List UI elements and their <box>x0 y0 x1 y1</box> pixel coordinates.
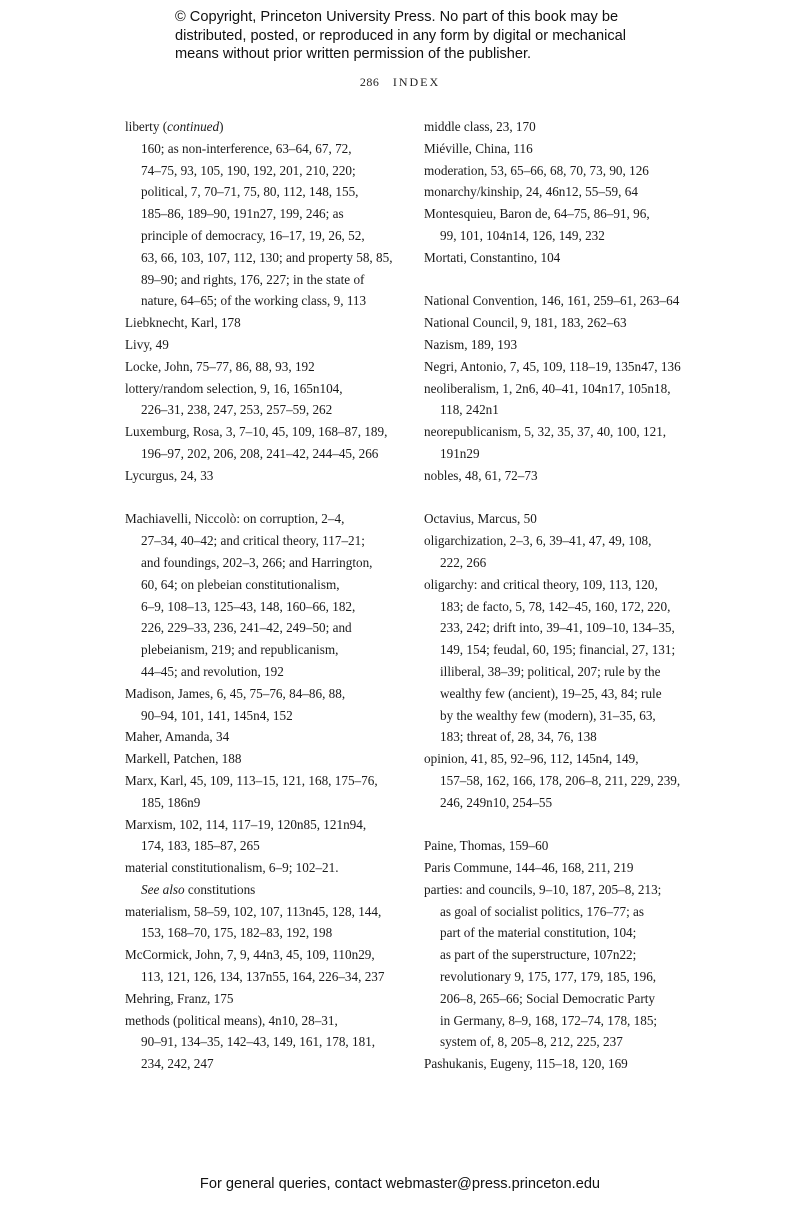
index-entry-continuation: in Germany, 8–9, 168, 172–74, 178, 185; <box>440 1012 658 1028</box>
index-entry-continuation: 99, 101, 104n14, 126, 149, 232 <box>440 227 605 243</box>
index-entry-heading: National Council, 9, 181, 183, 262–63 <box>424 315 627 331</box>
index-entry-continuation: as part of the superstructure, 107n22; <box>440 947 637 963</box>
index-entry <box>424 508 696 530</box>
index-entry-heading: lottery/random selection, 9, 16, 165n104, <box>125 380 343 396</box>
index-entry-heading: opinion, 41, 85, 92–96, 112, 145n4, 149, <box>424 751 639 767</box>
letter-group-gap <box>424 814 696 836</box>
index-entry <box>125 857 395 901</box>
index-entry-heading: Mortati, Constantino, 104 <box>424 249 561 265</box>
index-column-left <box>125 116 395 1075</box>
index-entry-continuation: 153, 168–70, 175, 182–83, 192, 198 <box>141 925 333 941</box>
index-entry-continuation: 63, 66, 103, 107, 112, 130; and property 58, 85, <box>141 249 393 265</box>
copyright-notice <box>175 8 645 64</box>
index-entry-continuation: political, 7, 70–71, 75, 80, 112, 148, 155, <box>141 184 359 200</box>
index-entry-heading: Paris Commune, 144–46, 168, 211, 219 <box>424 860 634 876</box>
index-entry-heading: middle class, 23, 170 <box>424 119 536 134</box>
letter-group-gap <box>424 269 696 291</box>
index-entry-heading: parties: and councils, 9–10, 187, 205–8, 213; <box>424 881 662 897</box>
index-entry-continuation: 222, 266 <box>440 554 487 570</box>
index-entry-heading: Marx, Karl, 45, 109, 113–15, 121, 168, 175–76, <box>125 772 378 788</box>
index-entry-heading: Miéville, China, 116 <box>424 140 533 156</box>
index-entry-heading: oligarchy: and critical theory, 109, 113, 120, <box>424 576 658 592</box>
index-entry <box>125 726 395 748</box>
index-entry-heading: Montesquieu, Baron de, 64–75, 86–91, 96, <box>424 206 650 222</box>
index-entry-continuation: revolutionary 9, 175, 177, 179, 185, 196, <box>440 969 657 985</box>
index-entry <box>424 1053 696 1075</box>
index-entry-heading: Maher, Amanda, 34 <box>125 729 230 745</box>
index-entry-continuation: plebeianism, 219; and republicanism, <box>141 642 339 658</box>
footer-contact: For general queries, contact webmaster@press.princeton.edu <box>199 1176 601 1192</box>
index-entry-heading: Locke, John, 75–77, 86, 88, 93, 192 <box>125 358 315 374</box>
index-entry-continuation: and foundings, 202–3, 266; and Harrington, <box>141 554 373 570</box>
index-entry-continuation: 90–94, 101, 141, 145n4, 152 <box>141 707 293 723</box>
index-entry <box>125 814 395 858</box>
index-entry-continuation: by the wealthy few (modern), 31–35, 63, <box>440 707 656 723</box>
section-label: INDEX <box>392 75 441 89</box>
index-entry <box>125 421 395 465</box>
index-entry-continuation: principle of democracy, 16–17, 19, 26, 52, <box>141 227 365 243</box>
index-entry-heading: neoliberalism, 1, 2n6, 40–41, 104n17, 105n18, <box>424 380 671 396</box>
index-entry-continuation: 89–90; and rights, 176, 227; in the state of <box>141 271 365 287</box>
index-entry-continuation: 196–97, 202, 206, 208, 241–42, 244–45, 266 <box>141 445 379 461</box>
index-entry-continuation: 27–34, 40–42; and critical theory, 117–21; <box>141 533 365 549</box>
copyright-line: distributed, posted, or reproduced in any form by digital or mechanical <box>175 27 627 44</box>
index-entry-continuation: 44–45; and revolution, 192 <box>141 663 284 679</box>
index-entry <box>125 901 395 945</box>
index-entry-heading: Pashukanis, Eugeny, 115–18, 120, 169 <box>424 1056 628 1072</box>
index-entry-continuation: 246, 249n10, 254–55 <box>440 794 553 810</box>
index-entry <box>125 312 395 334</box>
index-entry-continuation: illiberal, 38–39; political, 207; rule by the <box>440 663 661 679</box>
index-entry-continuation: 118, 242n1 <box>440 402 499 418</box>
index-entry-continuation: 6–9, 108–13, 125–43, 148, 160–66, 182, <box>141 598 356 614</box>
index-entry-continuation: 157–58, 162, 166, 178, 206–8, 211, 229, 239, <box>440 772 681 788</box>
index-entry-continuation: 191n29 <box>440 445 480 461</box>
index-entry-heading: Luxemburg, Rosa, 3, 7–10, 45, 109, 168–87, 189, <box>125 424 388 440</box>
index-entry-heading: Liebknecht, Karl, 178 <box>125 315 241 331</box>
index-entry <box>125 116 395 312</box>
index-entry <box>125 770 395 814</box>
page-number: 286 <box>359 75 380 89</box>
index-entry <box>424 378 696 422</box>
index-entry-continuation: 185, 186n9 <box>141 794 201 810</box>
index-entry <box>424 247 696 269</box>
index-entry <box>424 748 696 813</box>
index-entry-continuation: 183; de facto, 5, 78, 142–45, 160, 172, 220, <box>440 598 671 614</box>
letter-group-gap <box>424 487 696 509</box>
index-entry-continuation: 206–8, 265–66; Social Democratic Party <box>440 990 655 1006</box>
index-entry <box>424 356 696 378</box>
index-entry-heading: Lycurgus, 24, 33 <box>125 467 214 483</box>
index-entry-heading: materialism, 58–59, 102, 107, 113n45, 128, 144, <box>125 903 382 919</box>
index-entry-continuation: 160; as non-interference, 63–64, 67, 72, <box>141 140 352 156</box>
index-entry-heading: Octavius, Marcus, 50 <box>424 511 537 527</box>
index-entry <box>424 334 696 356</box>
index-entry-continuation: 185–86, 189–90, 191n27, 199, 246; as <box>141 206 344 222</box>
index-entry-continuation: 233, 242; drift into, 39–41, 109–10, 134–35, <box>440 620 675 636</box>
index-entry-continuation: part of the material constitution, 104; <box>440 925 637 941</box>
index-entry <box>424 116 696 138</box>
index-entry-heading: McCormick, John, 7, 9, 44n3, 45, 109, 110n29, <box>125 947 375 963</box>
index-entry <box>424 857 696 879</box>
index-entry-continuation: See also constitutions <box>141 881 256 897</box>
index-entry-continuation: system of, 8, 205–8, 212, 225, 237 <box>440 1034 623 1050</box>
index-entry-continuation: 90–91, 134–35, 142–43, 149, 161, 178, 181, <box>141 1034 376 1050</box>
index-entry-continuation: 60, 64; on plebeian constitutionalism, <box>141 576 340 592</box>
index-entry-heading: Mehring, Franz, 175 <box>125 990 234 1006</box>
index-entry <box>125 1010 395 1075</box>
index-entry-continuation: wealthy few (ancient), 19–25, 43, 84; rule <box>440 685 662 701</box>
index-entry-continuation: nature, 64–65; of the working class, 9, 113 <box>141 293 367 309</box>
index-entry <box>125 944 395 988</box>
index-entry-heading: Marxism, 102, 114, 117–19, 120n85, 121n94, <box>125 816 367 832</box>
index-entry <box>424 181 696 203</box>
index-entry <box>125 378 395 422</box>
index-entry-heading: Nazism, 189, 193 <box>424 336 518 352</box>
index-column-right <box>424 116 696 1075</box>
index-entry-heading: Machiavelli, Niccolò: on corruption, 2–4, <box>125 511 345 527</box>
index-entry <box>125 334 395 356</box>
index-entry <box>125 748 395 770</box>
index-entry-continuation: 183; threat of, 28, 34, 76, 138 <box>440 729 597 745</box>
index-entry <box>125 683 395 727</box>
index-entry-heading: oligarchization, 2–3, 6, 39–41, 47, 49, 108, <box>424 533 652 549</box>
index-entry <box>125 465 395 487</box>
copyright-line: means without prior written permission of the publisher. <box>175 46 532 62</box>
index-entry-heading: Markell, Patchen, 188 <box>125 751 242 767</box>
index-entry-continuation: 74–75, 93, 105, 190, 192, 201, 210, 220; <box>141 162 356 178</box>
index-entry <box>125 356 395 378</box>
index-entry-heading: liberty (continued) <box>125 119 224 134</box>
index-entry-continuation: 149, 154; feudal, 60, 195; financial, 27, 131; <box>440 642 676 658</box>
index-entry-heading: nobles, 48, 61, 72–73 <box>424 467 538 483</box>
index-entry-heading: National Convention, 146, 161, 259–61, 263–64 <box>424 293 680 309</box>
index-entry <box>424 530 696 574</box>
index-entry <box>424 465 696 487</box>
index-entry <box>424 312 696 334</box>
index-entry <box>424 879 696 1053</box>
index-entry <box>424 574 696 748</box>
letter-group-gap <box>125 487 395 509</box>
index-entry-continuation: 234, 242, 247 <box>141 1056 214 1072</box>
index-entry <box>424 290 696 312</box>
index-entry-heading: moderation, 53, 65–66, 68, 70, 73, 90, 126 <box>424 162 649 178</box>
index-entry-heading: methods (political means), 4n10, 28–31, <box>125 1012 338 1028</box>
index-entry-heading: Livy, 49 <box>125 336 169 352</box>
index-entry <box>125 988 395 1010</box>
index-entry-heading: material constitutionalism, 6–9; 102–21. <box>125 860 339 876</box>
index-entry-heading: Madison, James, 6, 45, 75–76, 84–86, 88, <box>125 685 346 701</box>
running-head <box>0 75 800 90</box>
index-entry-continuation: as goal of socialist politics, 176–77; as <box>440 903 645 919</box>
index-entry-continuation: 174, 183, 185–87, 265 <box>141 838 260 854</box>
index-entry-continuation: 113, 121, 126, 134, 137n55, 164, 226–34, 237 <box>141 969 385 985</box>
index-entry <box>424 138 696 160</box>
index-entry-heading: Negri, Antonio, 7, 45, 109, 118–19, 135n47, 136 <box>424 358 681 374</box>
index-entry <box>424 160 696 182</box>
index-entry-heading: Paine, Thomas, 159–60 <box>424 838 549 854</box>
index-entry-continuation: 226–31, 238, 247, 253, 257–59, 262 <box>141 402 333 418</box>
index-entry <box>424 835 696 857</box>
index-entry-heading: monarchy/kinship, 24, 46n12, 55–59, 64 <box>424 184 638 200</box>
index-entry <box>424 203 696 247</box>
index-entry-heading: neorepublicanism, 5, 32, 35, 37, 40, 100, 121, <box>424 424 667 440</box>
index-entry <box>125 508 395 682</box>
copyright-line: © Copyright, Princeton University Press. No part of this book may be <box>175 9 619 25</box>
index-entry <box>424 421 696 465</box>
index-entry-continuation: 226, 229–33, 236, 241–42, 249–50; and <box>141 620 352 636</box>
